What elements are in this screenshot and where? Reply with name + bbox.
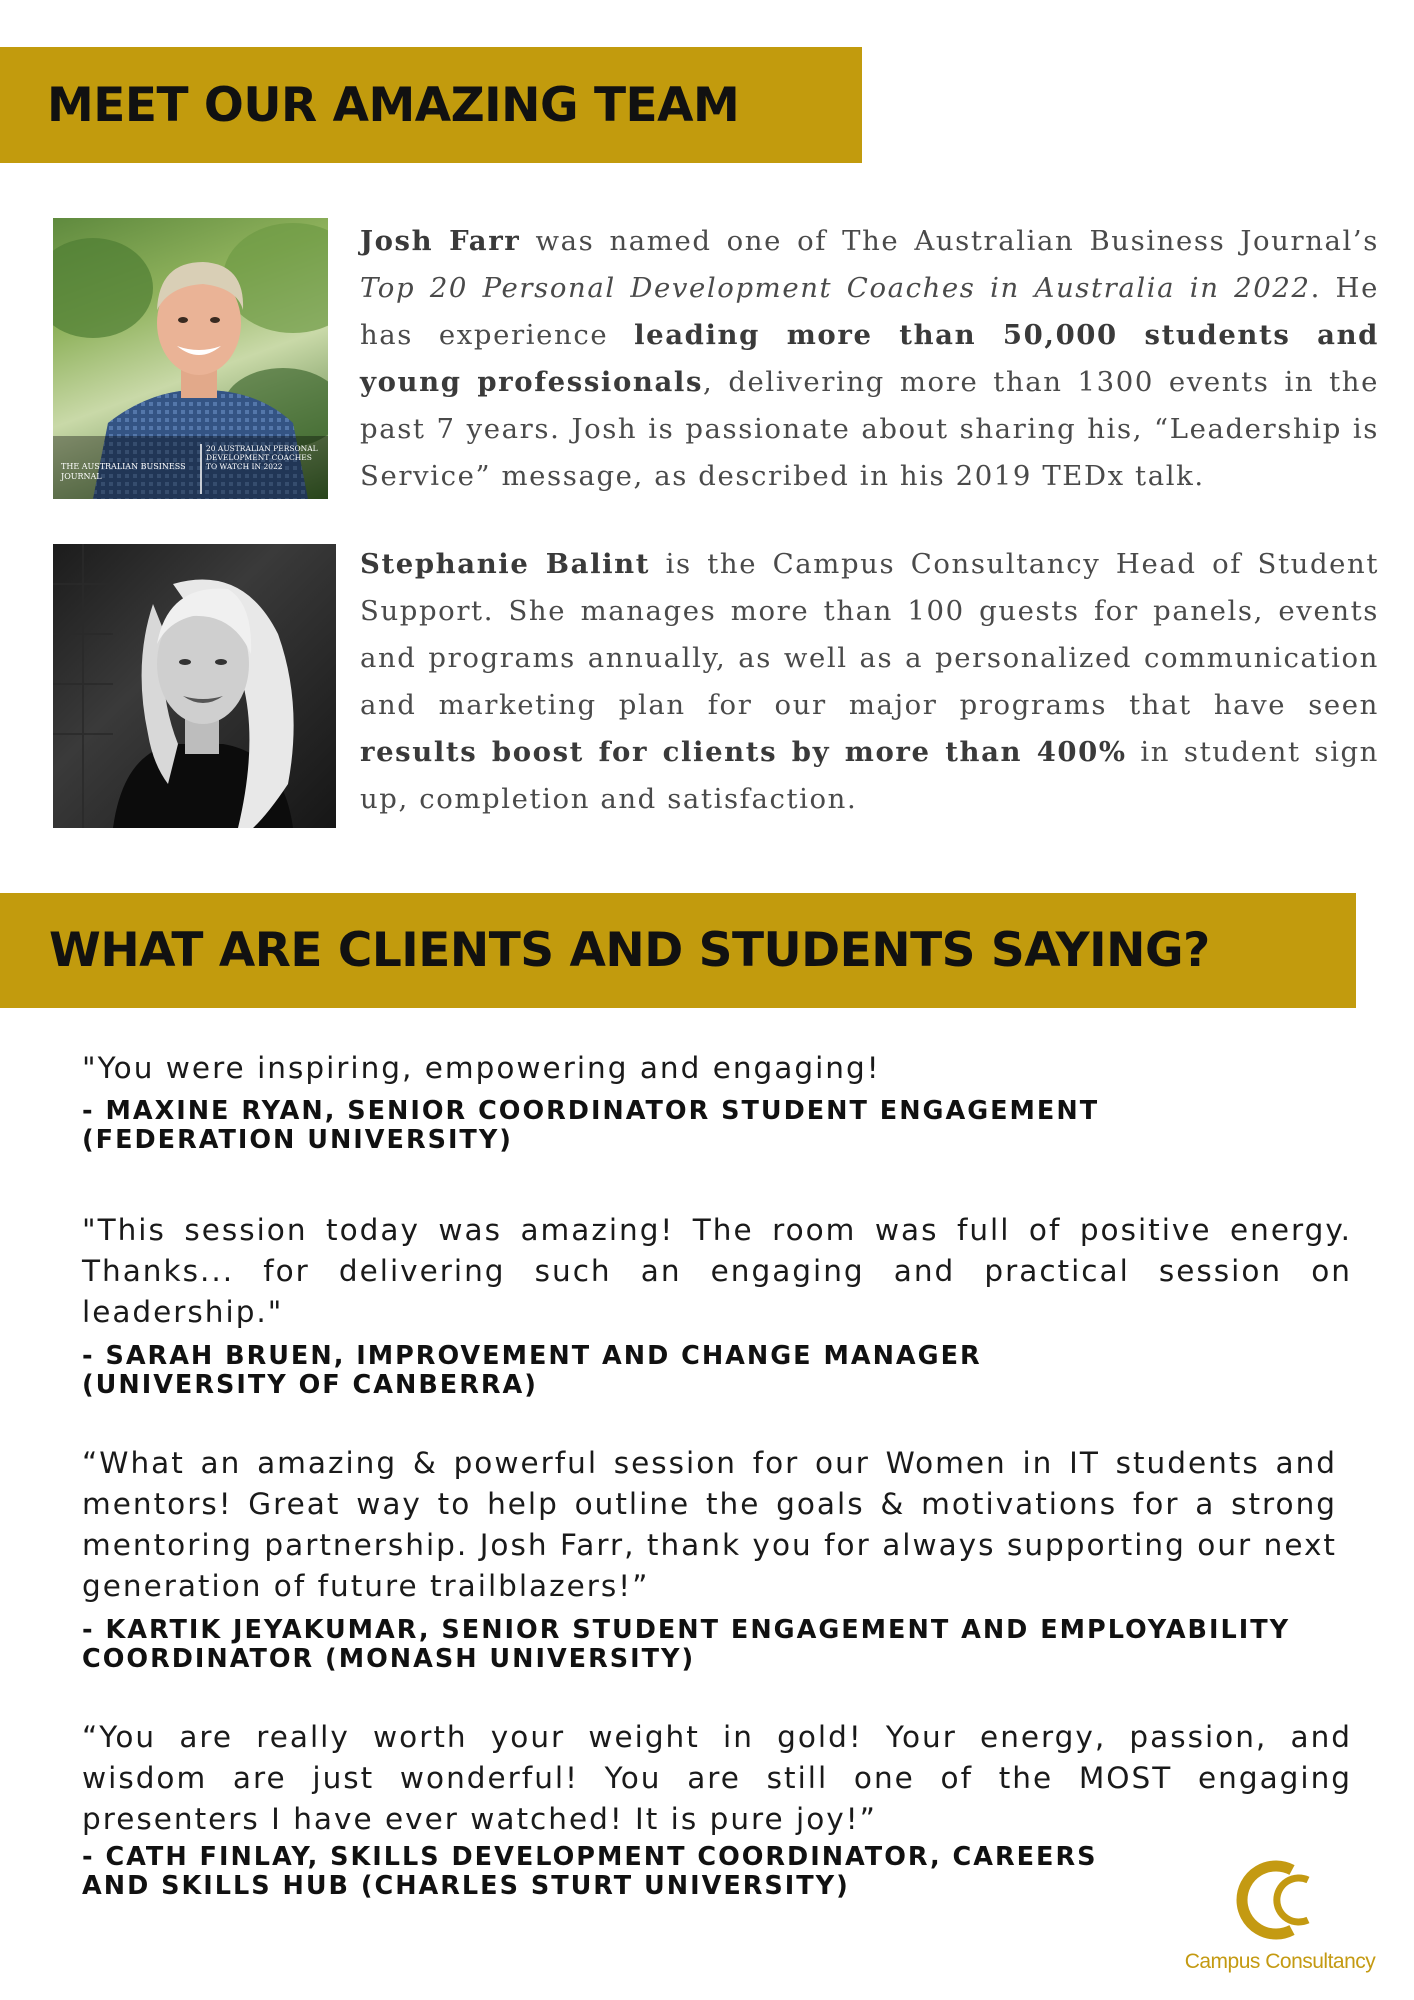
- attribution-3-line-2: COORDINATOR (MONASH UNIVERSITY): [82, 1644, 696, 1674]
- attribution-3-line-1: - KARTIK JEYAKUMAR, SENIOR STUDENT ENGAGEMENT AND EMPLOYABILITY: [82, 1615, 1291, 1645]
- testimonials-heading-banner: [0, 893, 1356, 1008]
- attribution-1-line-1: - MAXINE RYAN, SENIOR COORDINATOR STUDENT ENGAGEMENT: [82, 1096, 1100, 1126]
- stephanie-bio-text-2: in student sign up, completion and satisfaction.: [360, 736, 1379, 815]
- attribution-4-line-2: AND SKILLS HUB (CHARLES STURT UNIVERSITY): [82, 1871, 850, 1901]
- stephanie-balint-name: Stephanie Balint: [360, 548, 651, 580]
- logo-mark-icon: [1180, 1850, 1380, 1950]
- team-heading-banner: [0, 47, 862, 163]
- testimonial-quote-1: "You were inspiring, empowering and engaging!: [82, 1051, 881, 1085]
- attribution-1-line-2: (FEDERATION UNIVERSITY): [82, 1125, 513, 1155]
- stephanie-portrait-illustration: [53, 544, 336, 828]
- testimonials-heading: WHAT ARE CLIENTS AND STUDENTS SAYING?: [49, 923, 1210, 978]
- josh-bio-highlight: leading more than 50,000 students and young professionals: [360, 319, 1379, 398]
- josh-bio-award: Top 20 Personal Development Coaches in Australia in 2022: [360, 272, 1311, 304]
- josh-bio-text-2: . He has experience: [360, 272, 1380, 351]
- josh-farr-bio: [360, 218, 1379, 500]
- stephanie-bio-highlight: results boost for clients by more than 400%: [360, 736, 1127, 768]
- josh-farr-name: Josh Farr: [360, 225, 521, 257]
- testimonial-attribution-1: [82, 1097, 1099, 1155]
- testimonial-attribution-2: [82, 1342, 982, 1400]
- campus-consultancy-logo: [1180, 1850, 1380, 1980]
- testimonial-attribution-4: [82, 1843, 1097, 1901]
- josh-bio-text-1: was named one of The Australian Business Journal’s: [520, 225, 1379, 257]
- attribution-2-line-2: (UNIVERSITY OF CANBERRA): [82, 1370, 538, 1400]
- testimonial-quote-3: “What an amazing & powerful session for our Women in IT students and mentors! Great way to help outline the goals & motivations for a strong mentoring partnership. Josh Farr, thank you for always supporting our next generation of future trailblazers!”: [82, 1446, 1337, 1603]
- journal-badge-title: THE AUSTRALIAN BUSINESS JOURNAL: [61, 462, 186, 481]
- attribution-4-line-1: - CATH FINLAY, SKILLS DEVELOPMENT COORDINATOR, CAREERS: [82, 1842, 1098, 1872]
- testimonial-attribution-3: [82, 1616, 1290, 1674]
- testimonial-quote-4: “You are really worth your weight in gold! Your energy, passion, and wisdom are just wonderful! You are still one of the MOST engaging presenters I have ever watched! It is pure joy!”: [82, 1720, 1352, 1836]
- team-heading: MEET OUR AMAZING TEAM: [47, 77, 740, 133]
- stephanie-bio-text-1: is the Campus Consultancy Head of Student Support. She manages more than 100 guests for panels, events and programs annually, as well as a personalized communication and marketing plan for our major programs that have seen: [360, 548, 1379, 721]
- josh-bio-text-3: , delivering more than 1300 events in the past 7 years. Josh is passionate about sharing his, “Leadership is Service” message, as described in his 2019 TEDx talk.: [360, 366, 1379, 492]
- stephanie-balint-photo: [53, 544, 336, 828]
- testimonial-quote-2: "This session today was amazing! The room was full of positive energy. Thanks... for delivering such an engaging and practical session on leadership.": [82, 1213, 1352, 1329]
- attribution-2-line-1: - SARAH BRUEN, IMPROVEMENT AND CHANGE MANAGER: [82, 1341, 982, 1371]
- josh-farr-photo: [53, 218, 328, 499]
- journal-badge-award: 20 AUSTRALIAN PERSONAL DEVELOPMENT COACHES TO WATCH IN 2022: [206, 444, 318, 471]
- stephanie-balint-bio: [360, 541, 1379, 823]
- logo-wordmark: Campus Consultancy: [1184, 1950, 1376, 1973]
